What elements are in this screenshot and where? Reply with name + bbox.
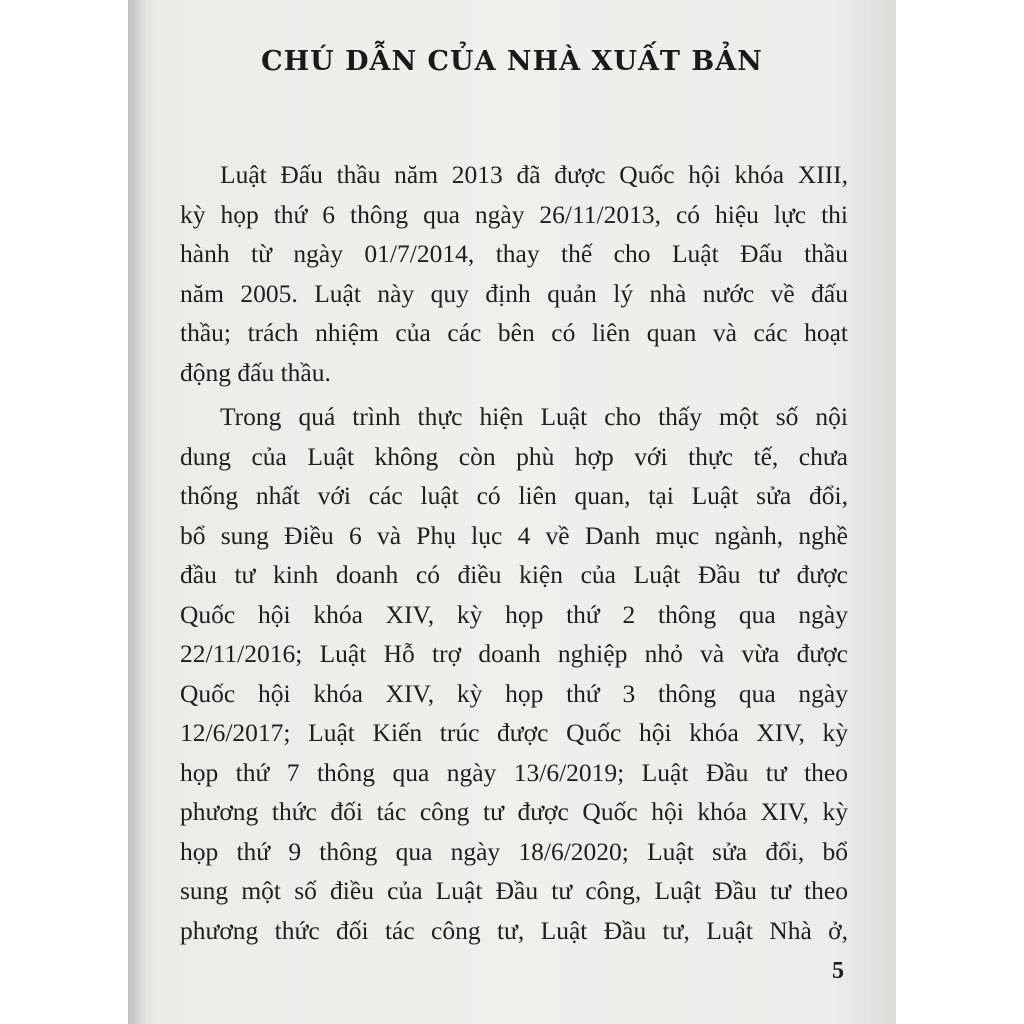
- paragraph-1-line: động đấu thầu.: [180, 357, 331, 387]
- paragraph-2-line: Quốc hội khóa XIV, kỳ họp thứ 3 thông qua ngày: [180, 678, 848, 708]
- book-page: [128, 0, 896, 1024]
- paragraph-2-line: sung một số điều của Luật Đầu tư công, Luật Đầu tư theo: [180, 876, 848, 905]
- paragraph-2-line: họp thứ 9 thông qua ngày 18/6/2020; Luật sửa đổi, bổ: [180, 836, 848, 866]
- page-heading: CHÚ DẪN CỦA NHÀ XUẤT BẢN: [261, 46, 763, 77]
- paragraph-1-line: kỳ họp thứ 6 thông qua ngày 26/11/2013, có hiệu lực thi: [180, 199, 848, 229]
- paragraph-2-line: thống nhất với các luật có liên quan, tại Luật sửa đổi,: [180, 481, 848, 510]
- body-text: [180, 155, 848, 955]
- paragraph-2: [180, 397, 848, 950]
- paragraph-2-line: phương thức đối tác công tư, Luật Đầu tư, Luật Nhà ở,: [180, 915, 848, 945]
- paragraph-1-line: thầu; trách nhiệm của các bên có liên quan và các hoạt: [180, 318, 848, 347]
- paragraph-1-line: hành từ ngày 01/7/2014, thay thế cho Luật Đấu thầu: [180, 239, 848, 268]
- paragraph-1-line: năm 2005. Luật này quy định quản lý nhà nước về đấu: [180, 278, 848, 308]
- paragraph-2-line: bổ sung Điều 6 và Phụ lục 4 về Danh mục ngành, nghề: [180, 520, 848, 550]
- page-number: 5: [832, 958, 844, 984]
- paragraph-2-line: đầu tư kinh doanh có điều kiện của Luật Đầu tư được: [180, 560, 848, 589]
- paragraph-2-line: họp thứ 7 thông qua ngày 13/6/2019; Luật Đầu tư theo: [180, 757, 848, 787]
- paragraph-2-line: dung của Luật không còn phù hợp với thực tế, chưa: [180, 441, 848, 471]
- paragraph-2-line: 12/6/2017; Luật Kiến trúc được Quốc hội khóa XIV, kỳ: [180, 718, 848, 747]
- paragraph-1-line: Luật Đấu thầu năm 2013 đã được Quốc hội khóa XIII,: [220, 160, 848, 189]
- paragraph-1: [180, 155, 848, 392]
- paragraph-2-line: Trong quá trình thực hiện Luật cho thấy một số nội: [220, 402, 848, 431]
- paragraph-2-line: phương thức đối tác công tư được Quốc hội khóa XIV, kỳ: [180, 797, 848, 826]
- paragraph-2-line: 22/11/2016; Luật Hỗ trợ doanh nghiệp nhỏ và vừa được: [180, 639, 848, 668]
- paragraph-2-line: Quốc hội khóa XIV, kỳ họp thứ 2 thông qua ngày: [180, 599, 848, 629]
- page-gutter-shadow: [128, 0, 146, 1024]
